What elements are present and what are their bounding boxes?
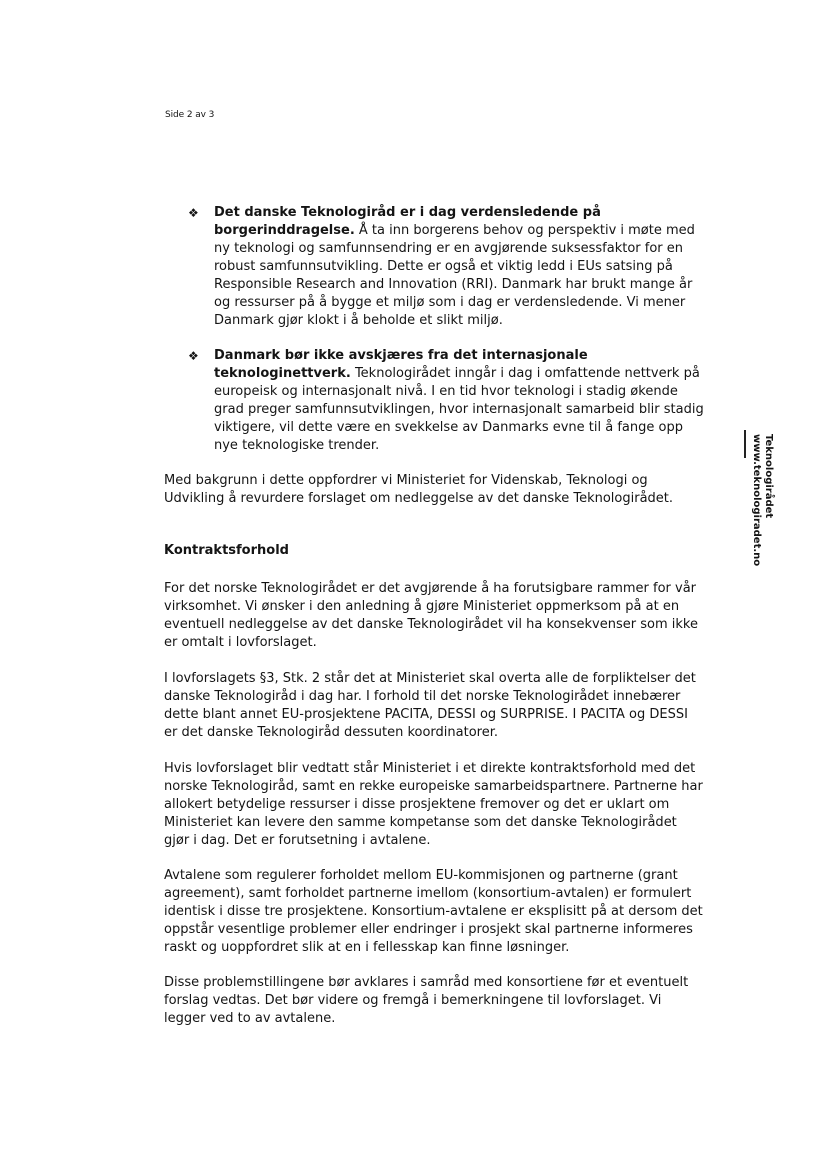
paragraph: Avtalene som regulerer forholdet mellom EU-kommisjonen og partnerne (grant agreement), samt forholdet partnerne imellom (konsortium-avtalen) er formulert identisk i disse tre prosjektene. Konsortium-avtalene er eksplisitt på at dersom det oppstår vesentlige problemer eller endringer i prosjekt skal partnerne informeres raskt og uoppfordret slik at en i fellesskap kan finne løsninger. — [164, 868, 703, 955]
bullet-text — [214, 204, 708, 330]
diamond-fleuron-icon: ❖ — [188, 206, 199, 220]
bullet-lead: Det danske Teknologiråd er i dag verdensledende på borgerinddragelse. — [214, 205, 601, 238]
bullet-body: Teknologirådet inngår i dag i omfattende nettverk på europeisk og internasjonalt nivå. I en tid hvor teknologi i stadig økende grad preger samfunnsutviklingen, hvor internasjonalt samarbeid blir stadig viktigere, vil dette være en svekkelse av Danmarks evne til å fange opp nye teknologiske trender. — [214, 366, 704, 453]
page-number: Side 2 av 3 — [165, 110, 215, 120]
sidebar-branding — [738, 430, 778, 567]
bullet-text — [214, 347, 708, 455]
paragraph: Hvis lovforslaget blir vedtatt står Ministeriet i et direkte kontraktsforhold med det norske Teknologiråd, samt en rekke europeiske samarbeidspartnere. Partnerne har allokert betydelige ressurser i disse prosjektene fremover og det er uklart om Ministeriet kan levere den samme kompetanse som det danske Teknologirådet gjør i dag. Det er forutsetning i avtalene. — [164, 761, 703, 848]
section-heading: Kontraktsforhold — [164, 543, 289, 558]
bullet-item — [188, 204, 708, 330]
diamond-fleuron-icon: ❖ — [188, 349, 199, 363]
bullet-body: Å ta inn borgerens behov og perspektiv i møte med ny teknologi og samfunnsendring er en avgjørende suksessfaktor for en robust samfunnsutvikling. Dette er også et viktig ledd i EUs satsing på Responsible Research and Innovation (RRI). Danmark har brukt mange år og ressurser på å bygge et miljø som i dag er verdensledende. Vi mener Danmark gjør klokt i å beholde et slikt miljø. — [214, 223, 695, 328]
sidebar-org-name: Teknologirådet — [763, 434, 774, 519]
paragraph: For det norske Teknologirådet er det avgjørende å ha forutsigbare rammer for vår virksomhet. Vi ønsker i den anledning å gjøre Ministeriet oppmerksom på at en eventuell nedleggelse av det danske Teknologirådet vil ha konsekvenser som ikke er omtalt i lovforslaget. — [164, 581, 698, 650]
bullet-item — [188, 347, 708, 455]
sidebar-text — [750, 434, 774, 566]
sidebar-rule — [744, 430, 746, 458]
bullet-lead: Danmark bør ikke avskjæres fra det internasjonale teknologinettverk. — [214, 348, 588, 381]
paragraph: Disse problemstillingene bør avklares i samråd med konsortiene før et eventuelt forslag vedtas. Det bør videre og fremgå i bemerkningene til lovforslaget. Vi legger ved to av avtalene. — [164, 975, 689, 1026]
paragraph: Med bakgrunn i dette oppfordrer vi Ministeriet for Videnskab, Teknologi og Udvikling å revurdere forslaget om nedleggelse av det danske Teknologirådet. — [164, 473, 674, 506]
sidebar-url: www.teknologiradet.no — [751, 434, 762, 567]
paragraph: I lovforslagets §3, Stk. 2 står det at Ministeriet skal overta alle de forpliktelser det danske Teknologiråd i dag har. I forhold til det norske Teknologirådet innebærer dette blant annet EU-prosjektene PACITA, DESSI og SURPRISE. I PACITA og DESSI er det danske Teknologiråd dessuten koordinatorer. — [164, 671, 696, 740]
